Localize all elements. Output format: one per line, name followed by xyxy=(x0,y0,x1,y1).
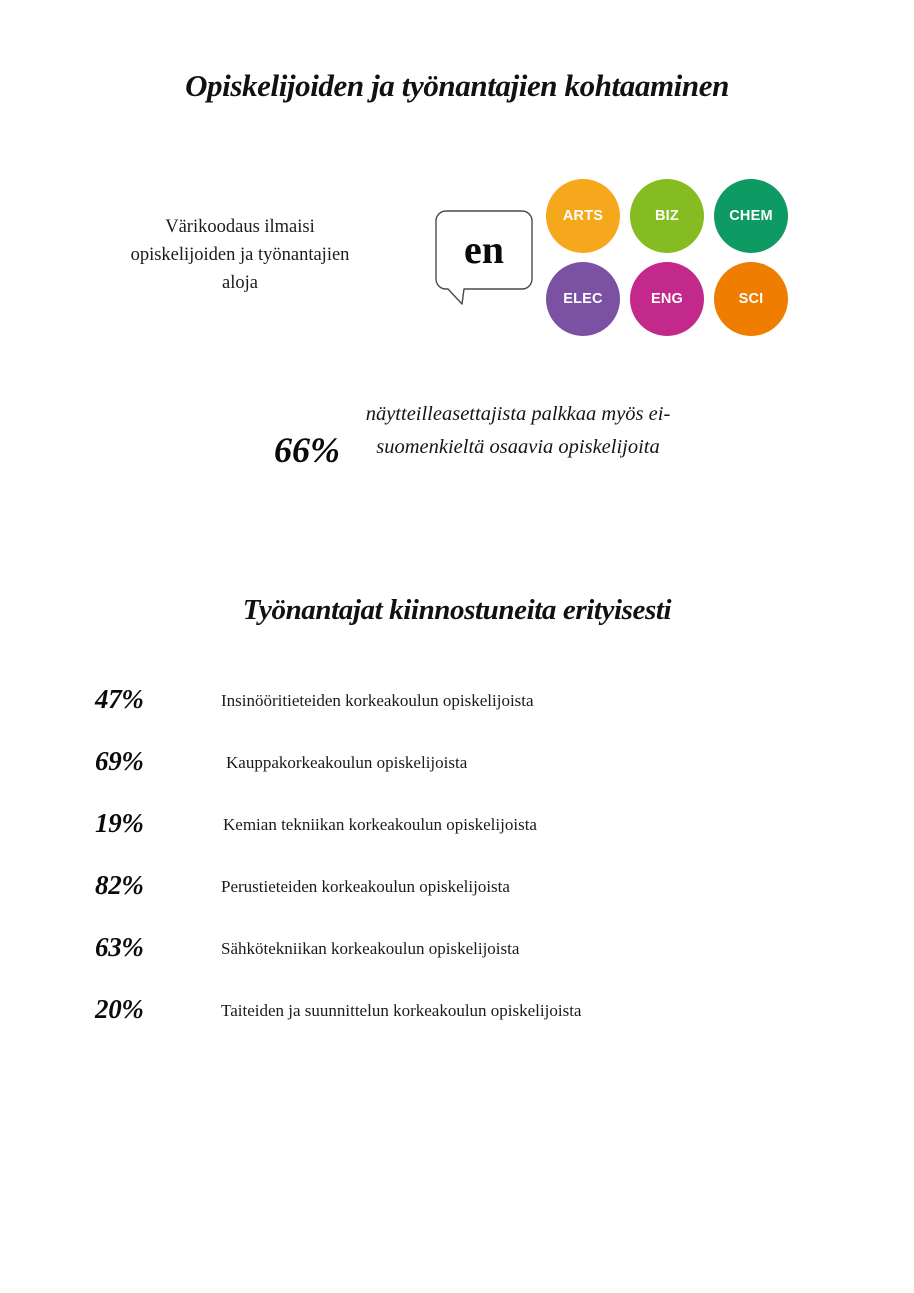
percent-value: 63% xyxy=(95,932,144,962)
highlight-statistic-value: 66% xyxy=(274,430,340,470)
percent-label: Kemian tekniikan korkeakoulun opiskelijoista xyxy=(223,815,537,834)
percent-label: Kauppakorkeakoulun opiskelijoista xyxy=(226,753,468,772)
percent-value: 47% xyxy=(95,684,144,714)
field-circle-label: SCI xyxy=(738,291,764,307)
percent-statistics-list xyxy=(0,676,914,1048)
list-item xyxy=(0,738,914,800)
field-circle-label: ENG xyxy=(650,291,684,307)
field-circle-eng xyxy=(630,262,704,336)
field-circle-label: BIZ xyxy=(655,208,679,224)
field-circle-elec xyxy=(546,262,620,336)
list-item xyxy=(0,676,914,738)
field-circle-sci xyxy=(714,262,788,336)
list-item xyxy=(0,862,914,924)
highlight-statistic-description: näytteilleasettajista palkkaa myös ei-suomenkieltä osaavia opiskelijoita xyxy=(365,403,671,458)
percent-label: Taiteiden ja suunnittelun korkeakoulun opiskelijoista xyxy=(221,1001,582,1020)
field-circle-label: CHEM xyxy=(729,208,773,224)
list-item xyxy=(0,986,914,1048)
list-item xyxy=(0,924,914,986)
percent-value: 69% xyxy=(95,746,144,776)
list-item xyxy=(0,800,914,862)
field-circle-arts xyxy=(546,179,620,253)
percent-label: Insinööritieteiden korkeakoulun opiskelijoista xyxy=(221,691,534,710)
percent-value: 82% xyxy=(95,870,144,900)
color-coding-caption: Värikoodaus ilmaisi opiskelijoiden ja työnantajien aloja xyxy=(130,217,350,293)
speech-bubble-icon xyxy=(436,211,532,289)
field-circle-grid xyxy=(546,179,788,336)
field-circle-chem xyxy=(714,179,788,253)
highlight-statistic xyxy=(0,398,914,508)
percent-label: Sähkötekniikan korkeakoulun opiskelijoista xyxy=(221,939,520,958)
speech-bubble-label: en xyxy=(464,226,504,272)
field-circle-label: ELEC xyxy=(563,291,603,307)
percent-label: Perustieteiden korkeakoulun opiskelijoista xyxy=(221,877,510,896)
percent-value: 19% xyxy=(95,808,144,838)
color-coding-section xyxy=(0,170,914,350)
field-circle-label: ARTS xyxy=(562,208,604,224)
percent-value: 20% xyxy=(95,994,144,1024)
page-title: Opiskelijoiden ja työnantajien kohtaaminen xyxy=(185,68,729,103)
section-title-employers: Työnantajat kiinnostuneita erityisesti xyxy=(242,594,672,626)
field-circle-biz xyxy=(630,179,704,253)
